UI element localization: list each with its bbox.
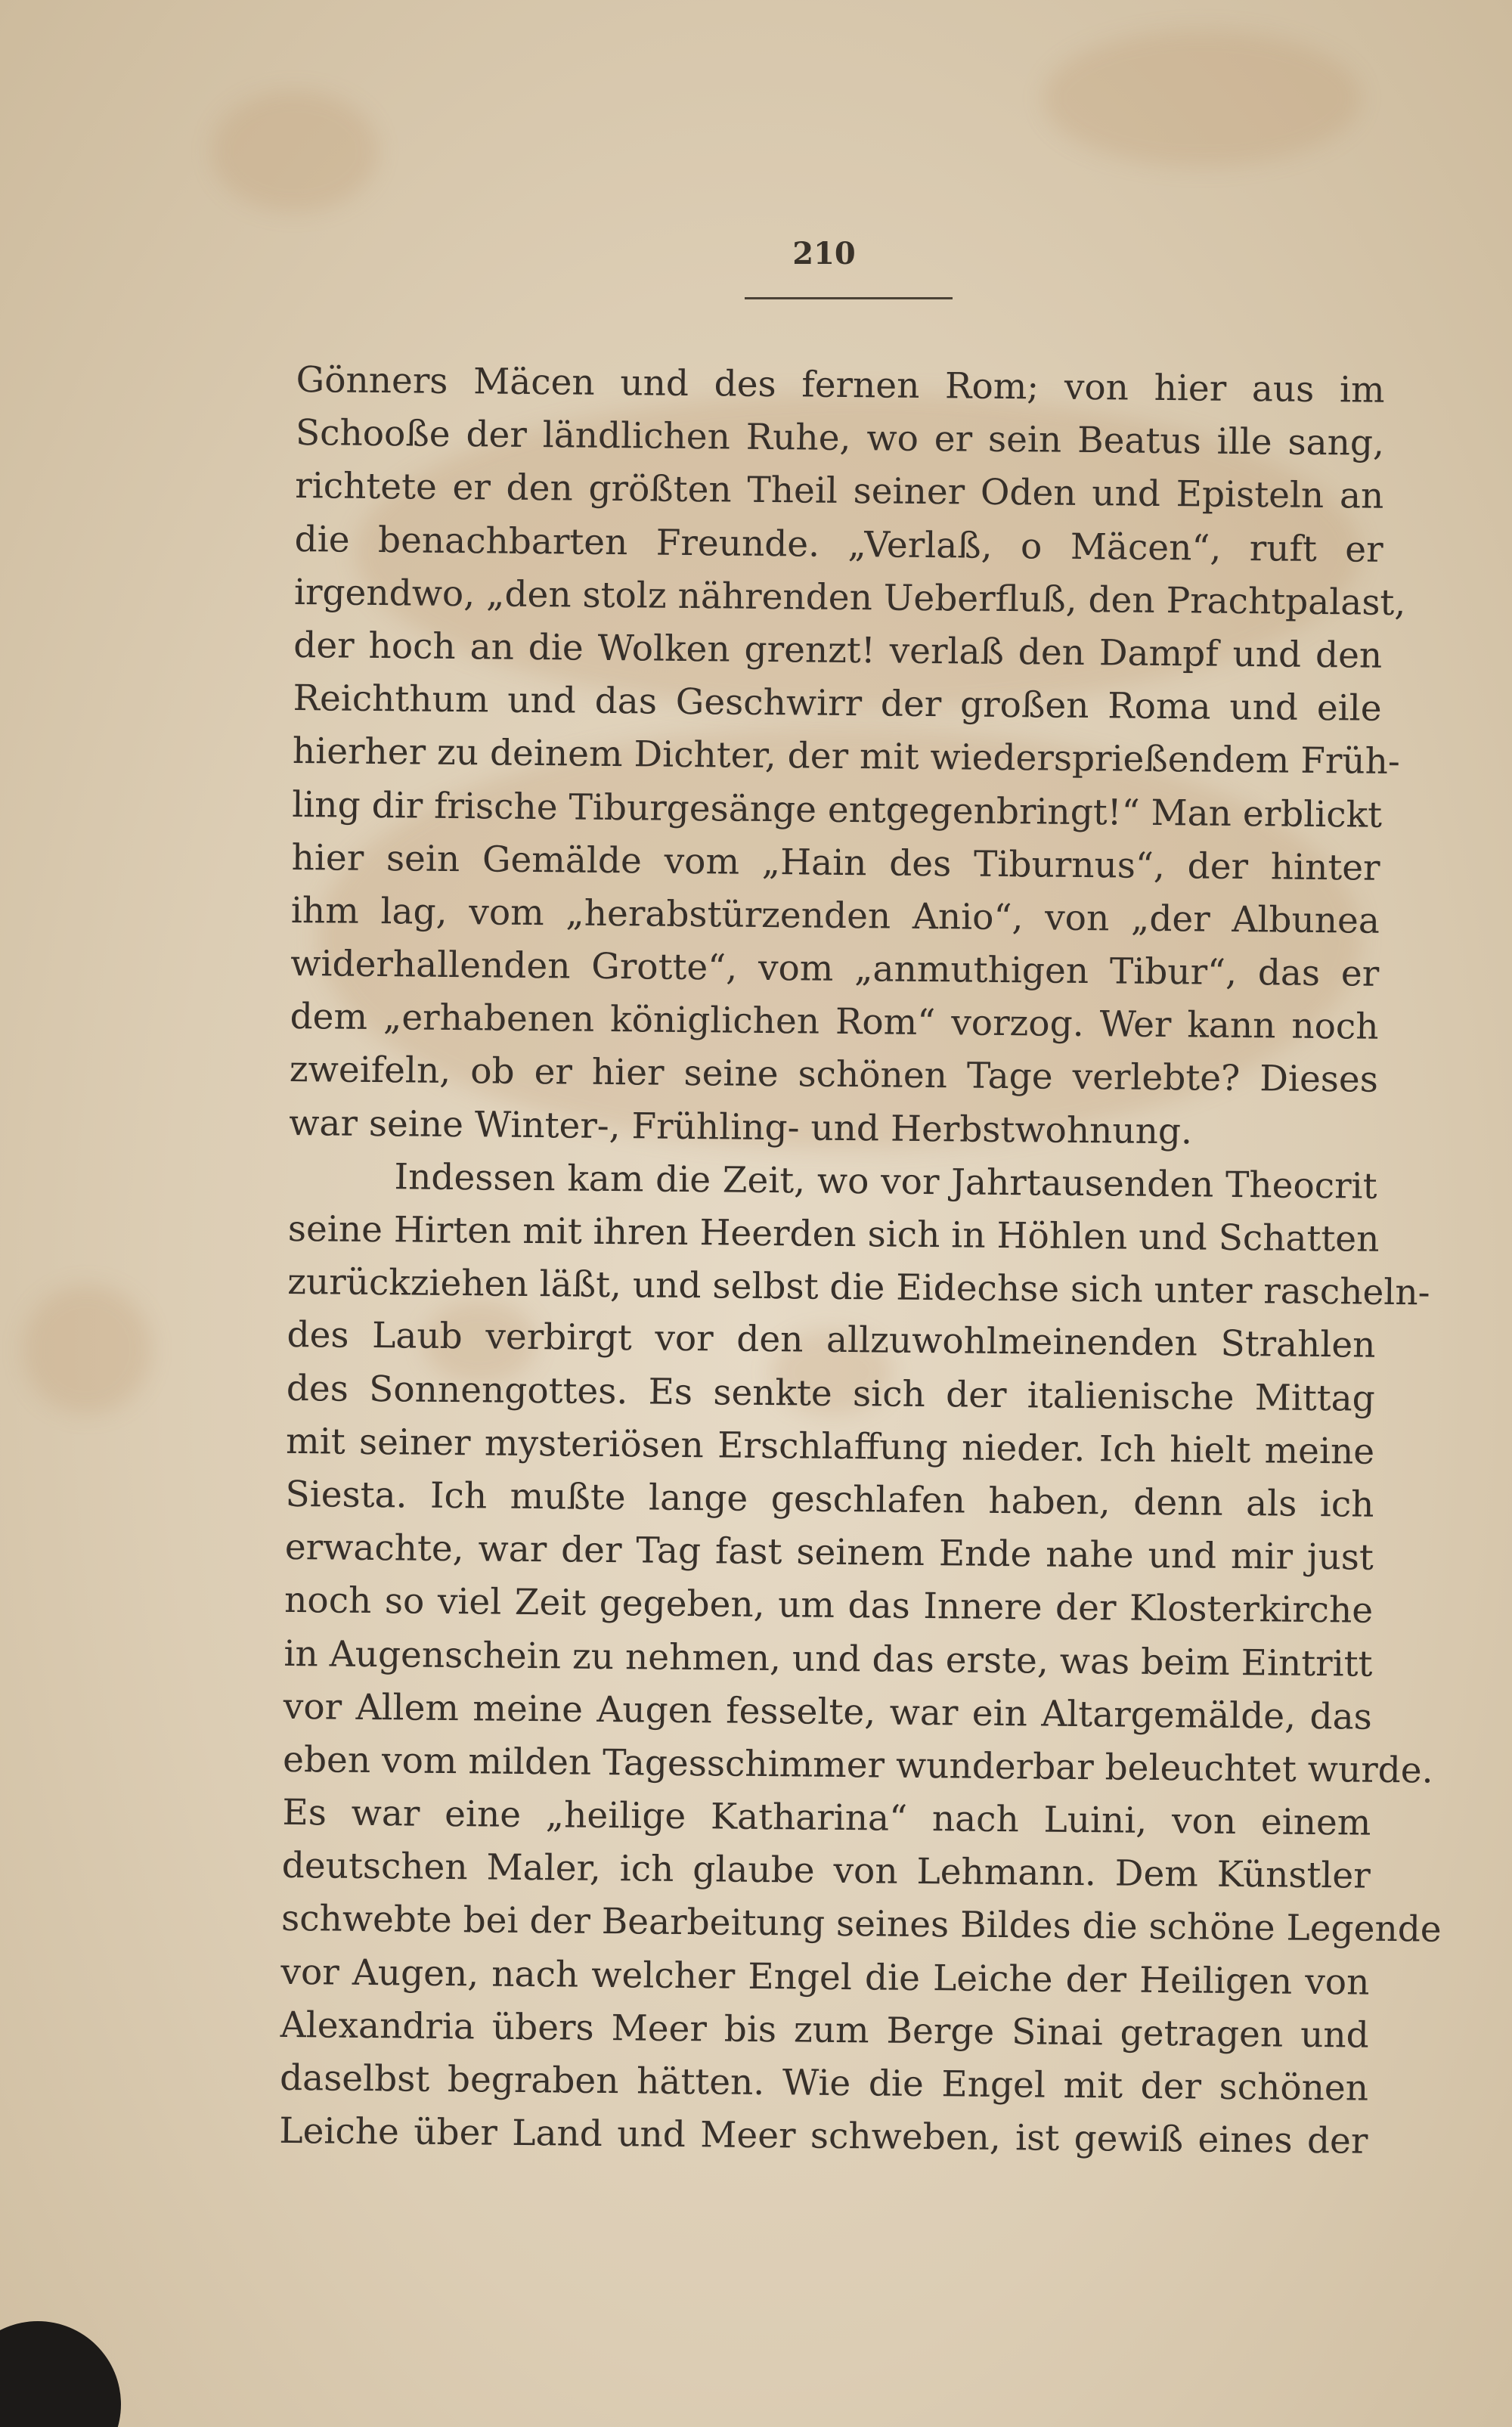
text-line: vor Augen, nach welcher Engel die Leiche der Heiligen von [280, 1951, 1370, 2004]
header-rule [745, 297, 953, 299]
text-line: erwachte, war der Tag fast seinem Ende nahe und mir just [284, 1527, 1374, 1579]
text-line: irgendwo, „den stolz nährenden Ueberfluß, den Prachtpalast, [293, 571, 1406, 624]
text-line: Alexandria übers Meer bis zum Berge Sinai getragen und [280, 2004, 1369, 2057]
text-line: mit seiner mysteriösen Erschlaffung nieder. Ich hielt meine [285, 1420, 1375, 1473]
text-line: widerhallenden Grotte“, vom „anmuthigen Tibur“, das er [290, 943, 1380, 995]
foxing-stain [212, 91, 378, 212]
text-line: deutschen Maler, ich glaube von Lehmann. Dem Künstler [281, 1845, 1371, 1897]
paragraph-start-line: Indessen kam die Zeit, wo vor Jahrtausenden Theocrit [394, 1156, 1377, 1207]
text-line: in Augenschein zu nehmen, und das erste, was beim Eintritt [284, 1632, 1373, 1685]
page-corner-shadow [0, 2321, 121, 2427]
text-line: hier sein Gemälde vom „Hain des Tiburnus“, der hinter [291, 836, 1380, 889]
text-line: dem „erhabenen königlichen Rom“ vorzog. Wer kann noch [290, 996, 1379, 1049]
text-line: ling dir frische Tiburgesänge entgegenbringt!“ Man erblickt [292, 783, 1383, 836]
body-text [279, 354, 1442, 2168]
text-line: vor Allem meine Augen fesselte, war ein Altargemälde, das [283, 1685, 1373, 1738]
text-line: des Sonnengottes. Es senkte sich der italienische Mittag [286, 1367, 1376, 1420]
text-line: daselbst begraben hätten. Wie die Engel mit der schönen [279, 2057, 1369, 2109]
text-line: schwebte bei der Bearbeitung seines Bildes die schöne Legende [280, 1898, 1442, 1951]
text-line: Gönners Mäcen und des fernen Rom; von hier aus im [296, 358, 1385, 411]
text-line: eben vom milden Tagesschimmer wunderbar beleuchtet wurde. [282, 1738, 1433, 1792]
paragraph-end-line: war seine Winter-, Frühling- und Herbstwohnung. [288, 1102, 1193, 1153]
text-line: Siesta. Ich mußte lange geschlafen haben, denn als ich [285, 1473, 1374, 1526]
text-line: des Laub verbirgt vor den allzuwohlmeinenden Strahlen [287, 1314, 1376, 1367]
text-line: richtete er den größten Theil seiner Oden und Episteln an [295, 465, 1384, 518]
text-line: zurückziehen läßt, und selbst die Eidechse sich unter rascheln- [287, 1261, 1430, 1314]
text-line: ihm lag, vom „herabstürzenden Anio“, von „der Albunea [290, 889, 1380, 942]
text-line: Schooße der ländlichen Ruhe, wo er sein Beatus ille sang, [295, 412, 1385, 465]
text-line: Leiche über Land und Meer schweben, ist gewiß eines der [279, 2110, 1368, 2162]
text-line: hierher zu deinem Dichter, der mit wiedersprießendem Früh- [292, 730, 1401, 783]
foxing-stain [1043, 30, 1361, 166]
text-line: der hoch an die Wolken grenzt! verlaß den Dampf und den [293, 624, 1383, 677]
text-line: seine Hirten mit ihren Heerden sich in Höhlen und Schatten [287, 1207, 1380, 1260]
page-number: 210 [792, 236, 856, 271]
text-line: noch so viel Zeit gegeben, um das Innere der Klosterkirche [284, 1579, 1374, 1632]
text-line: Reichthum und das Geschwirr der großen Roma und eile [293, 677, 1382, 730]
text-line: Es war eine „heilige Katharina“ nach Luini, von einem [282, 1791, 1371, 1844]
text-line: die benachbarten Freunde. „Verlaß, o Mäcen“, ruft er [294, 518, 1383, 571]
foxing-stain [23, 1285, 151, 1414]
text-line: zweifeln, ob er hier seine schönen Tage verlebte? Dieses [289, 1049, 1379, 1102]
